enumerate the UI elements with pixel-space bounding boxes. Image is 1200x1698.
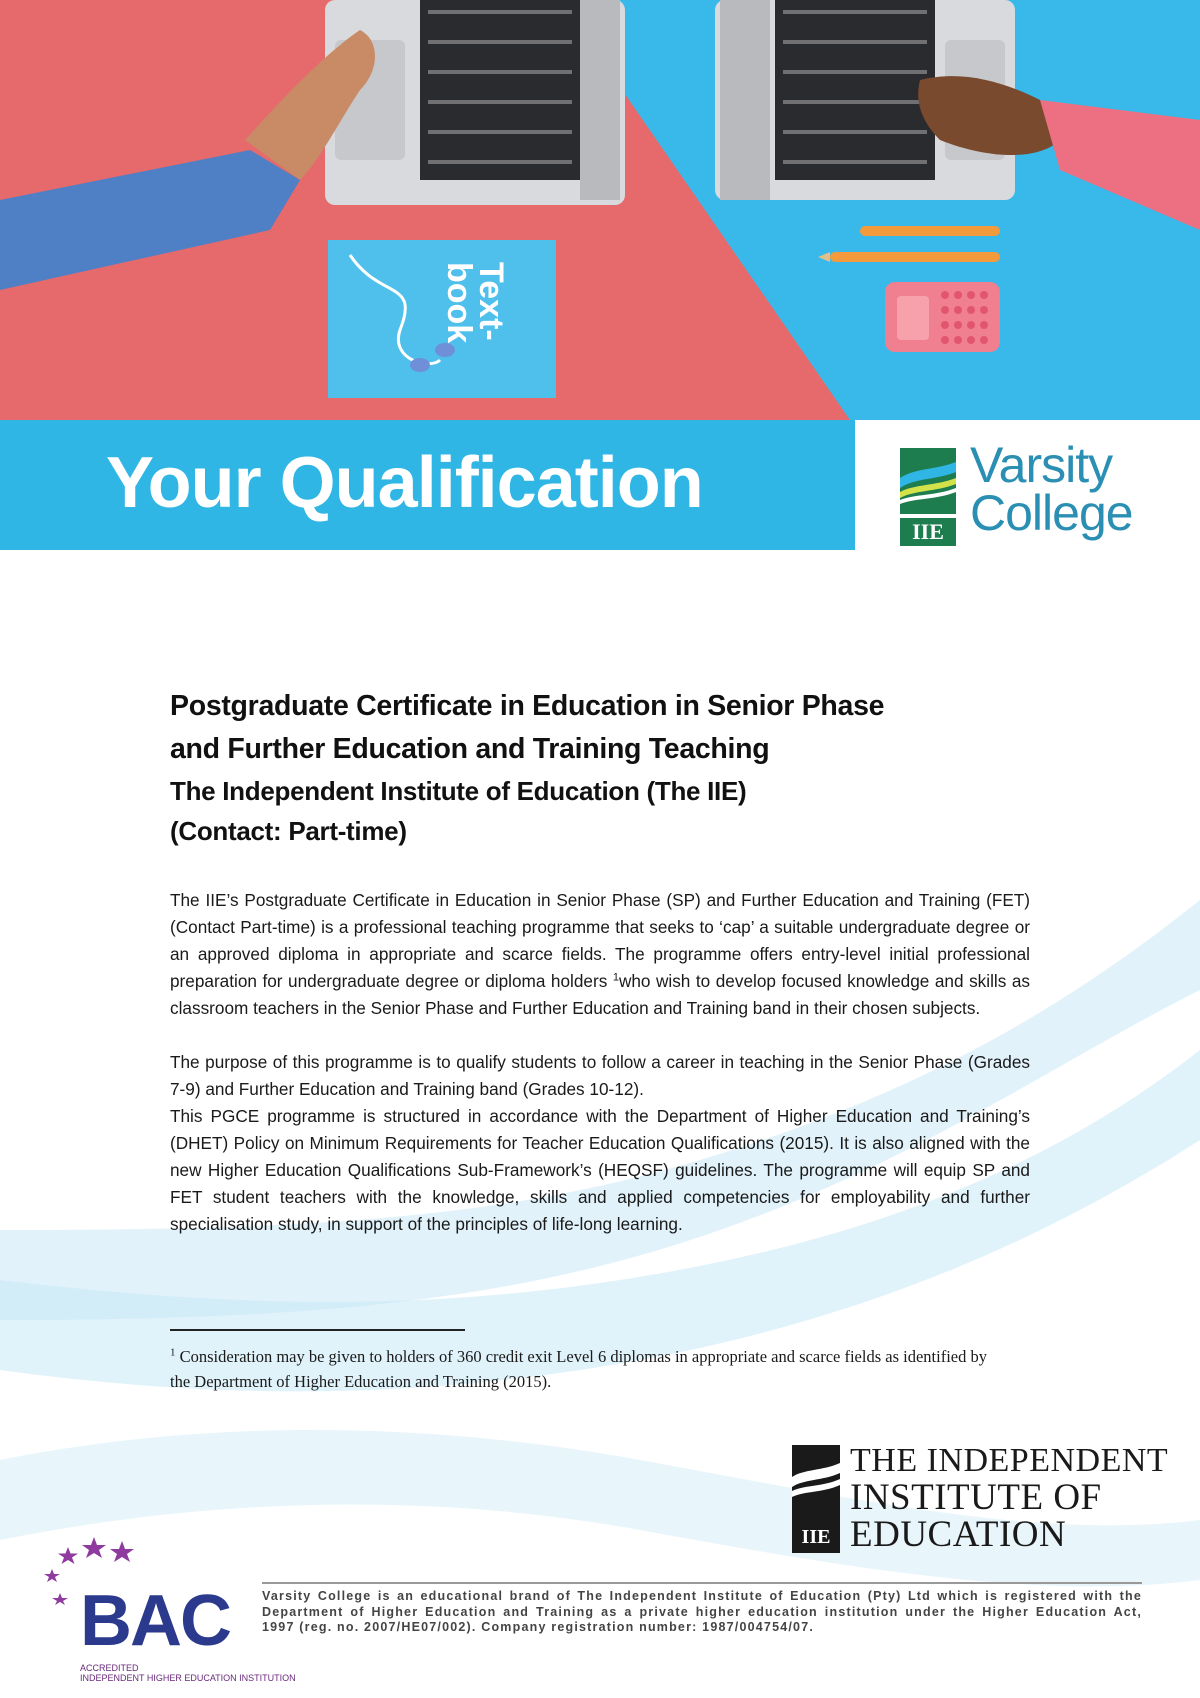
iie-mark-text: IIE [801, 1526, 831, 1548]
bac-accredited-label [80, 1663, 296, 1683]
calculator [885, 282, 1000, 352]
bac-accreditation-logo [38, 1535, 296, 1695]
iie-wave-icon [792, 1459, 840, 1509]
varsity-iie-mark: IIE [900, 518, 956, 546]
iie-logo-line2: INSTITUTE OF [850, 1477, 1102, 1518]
bac-wordmark: BAC [80, 1581, 230, 1661]
document-body [170, 685, 1030, 1238]
left-laptop [325, 0, 625, 205]
footnote [170, 1344, 1010, 1394]
footnote-marker: 1 [170, 1346, 176, 1359]
study-mode: (Contact: Part-time) [170, 816, 407, 846]
iie-logo [790, 1442, 1169, 1555]
varsity-logo-mark-icon [900, 448, 960, 514]
bac-subtitle: INDEPENDENT HIGHER EDUCATION INSTITUTION [80, 1673, 296, 1683]
footnote-text: Consideration may be given to holders of 360 credit exit Level 6 diplomas in appropriate and scarce fields as identified by the Department of Higher Education and Training (2015). [170, 1347, 987, 1391]
iie-logo-mark [792, 1445, 840, 1553]
varsity-college-logo [895, 437, 1175, 550]
footnote-divider [170, 1329, 465, 1331]
banner-title: Your Qualification [106, 443, 703, 523]
intro-text-start: The IIE’s Postgraduate Certificate in Education in Senior Phase (SP) and Further Education and Training (FET) (Contact Part-time) is a professional teaching programme that seeks to ‘cap’ a suitable undergraduate degree or an approved diploma in appropriate and scarce fields. The programme offers entry-level initial professional preparation for undergraduate degree or diploma holders [170, 890, 1030, 991]
hero-image [0, 0, 1200, 420]
bac-accredited-text: ACCREDITED [80, 1663, 139, 1673]
varsity-logo-line2: College [970, 485, 1133, 541]
structure-paragraph: This PGCE programme is structured in accordance with the Department of Higher Education and Training’s (DHET) Policy on Minimum Requirements for Teacher Education Qualifications (2015). It is also aligned with the new Higher Education Qualifications Sub-Framework’s (HEQSF) guidelines. The programme will equip SP and FET student teachers with the knowledge, skills and applied competencies for employability and further specialisation study, in support of the principles of life-long learning. [170, 1106, 1030, 1234]
intro-text-end: who wish to develop focused knowledge and skills as classroom teachers in the Senior Phase and Further Education and Training band in their chosen subjects. [170, 971, 1030, 1018]
legal-disclaimer: Varsity College is an educational brand of The Independent Institute of Education (Pty) Ltd which is registered with the Department of Higher Education and Training as a private higher education institution under the Higher Education Act, 1997 (reg. no. 2007/HE07/002). Company registration number: 1987/004754/07. [262, 1589, 1142, 1634]
textbook-label: Text- [472, 262, 510, 341]
textbook [328, 240, 556, 398]
purpose-paragraph: The purpose of this programme is to qualify students to follow a career in teaching in the Senior Phase (Grades 7-9) and Further Education and Training band (Grades 10-12). [170, 1052, 1030, 1099]
iie-logo-line3: EDUCATION [850, 1514, 1067, 1555]
qualification-banner [0, 420, 855, 550]
intro-paragraph [170, 887, 1030, 1022]
document-title-line2: and Further Education and Training Teaching [170, 733, 770, 765]
institution-name: The Independent Institute of Education (The IIE) [170, 776, 747, 806]
disclaimer-divider [262, 1582, 1142, 1584]
document-title-line1: Postgraduate Certificate in Education in Senior Phase [170, 690, 885, 722]
svg-text:book: book [440, 262, 478, 344]
iie-logo-line1: THE INDEPENDENT [850, 1442, 1169, 1479]
footnote-reference: 1 [612, 971, 619, 984]
varsity-logo-line1: Varsity [970, 437, 1113, 493]
